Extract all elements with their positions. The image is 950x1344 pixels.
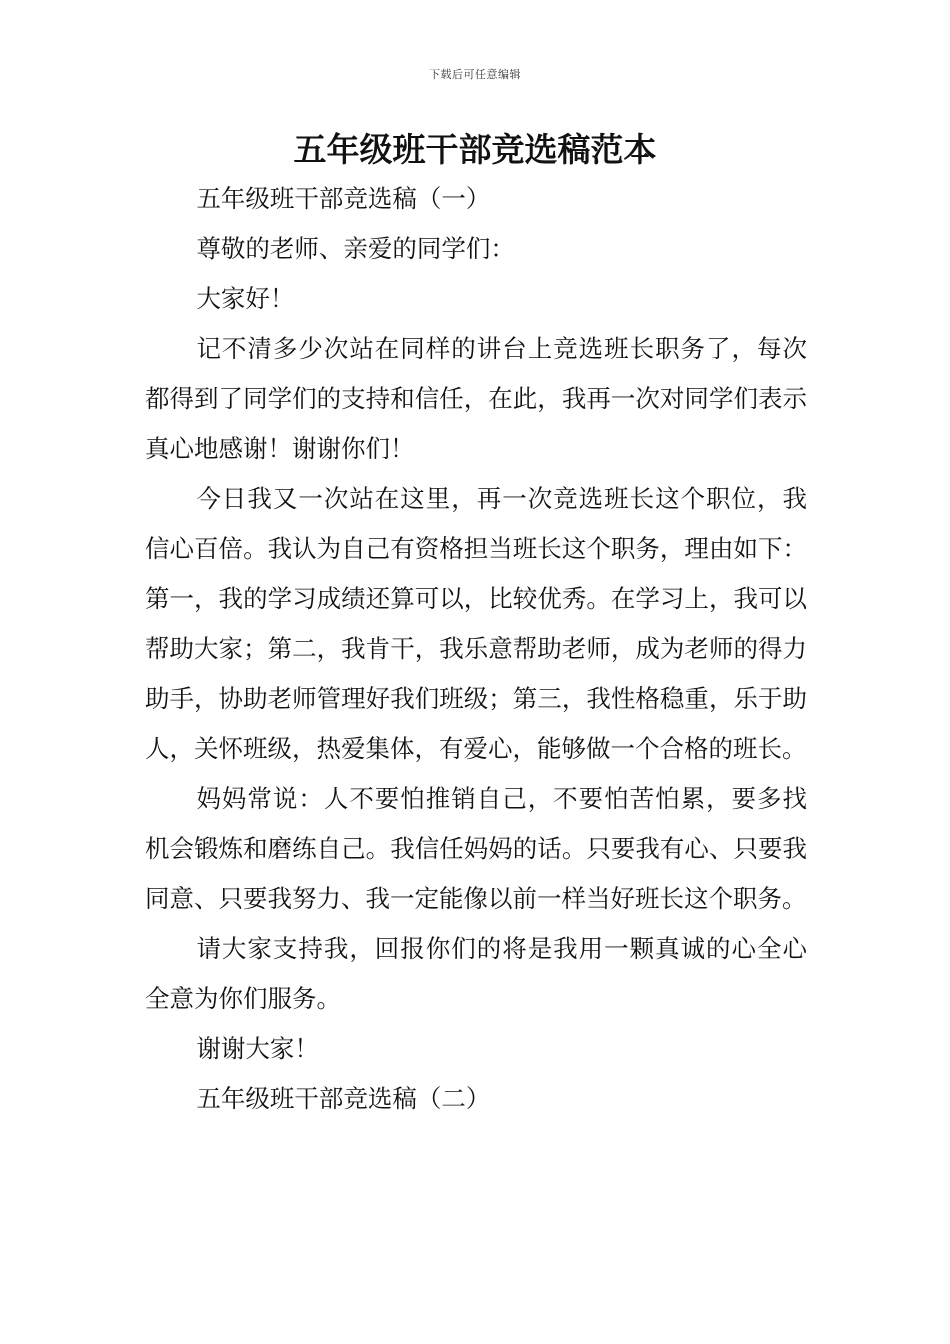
body-paragraph: 记不清多少次站在同样的讲台上竞选班长职务了，每次都得到了同学们的支持和信任，在此，我再一次对同学们表示真心地感谢！谢谢你们！ (145, 334, 807, 463)
section-heading-1: 五年级班干部竞选稿（一） (196, 184, 491, 213)
section-heading-2: 五年级班干部竞选稿（二） (196, 1084, 491, 1113)
body-paragraph: 请大家支持我，回报你们的将是我用一颗真诚的心全心全意为你们服务。 (145, 934, 807, 1013)
document-title: 五年级班干部竞选稿范本 (293, 130, 657, 169)
greeting: 大家好！ (196, 284, 295, 313)
closing: 谢谢大家！ (196, 1034, 319, 1063)
header-note: 下载后可任意编辑 (429, 68, 521, 81)
body-paragraph: 妈妈常说：人不要怕推销自己，不要怕苦怕累，要多找机会锻炼和磨练自己。我信任妈妈的话。只要我有心、只要我同意、只要我努力、我一定能像以前一样当好班长这个职务。 (145, 784, 807, 913)
body-paragraph: 今日我又一次站在这里，再一次竞选班长这个职位，我信心百倍。我认为自己有资格担当班长这个职务，理由如下：第一，我的学习成绩还算可以，比较优秀。在学习上，我可以帮助大家；第二，我肯干，我乐意帮助老师，成为老师的得力助手，协助老师管理好我们班级；第三，我性格稳重，乐于助人，关怀班级，热爱集体，有爱心，能够做一个合格的班长。 (145, 484, 807, 763)
document-body (145, 174, 807, 1124)
salutation: 尊敬的老师、亲爱的同学们： (196, 234, 515, 263)
